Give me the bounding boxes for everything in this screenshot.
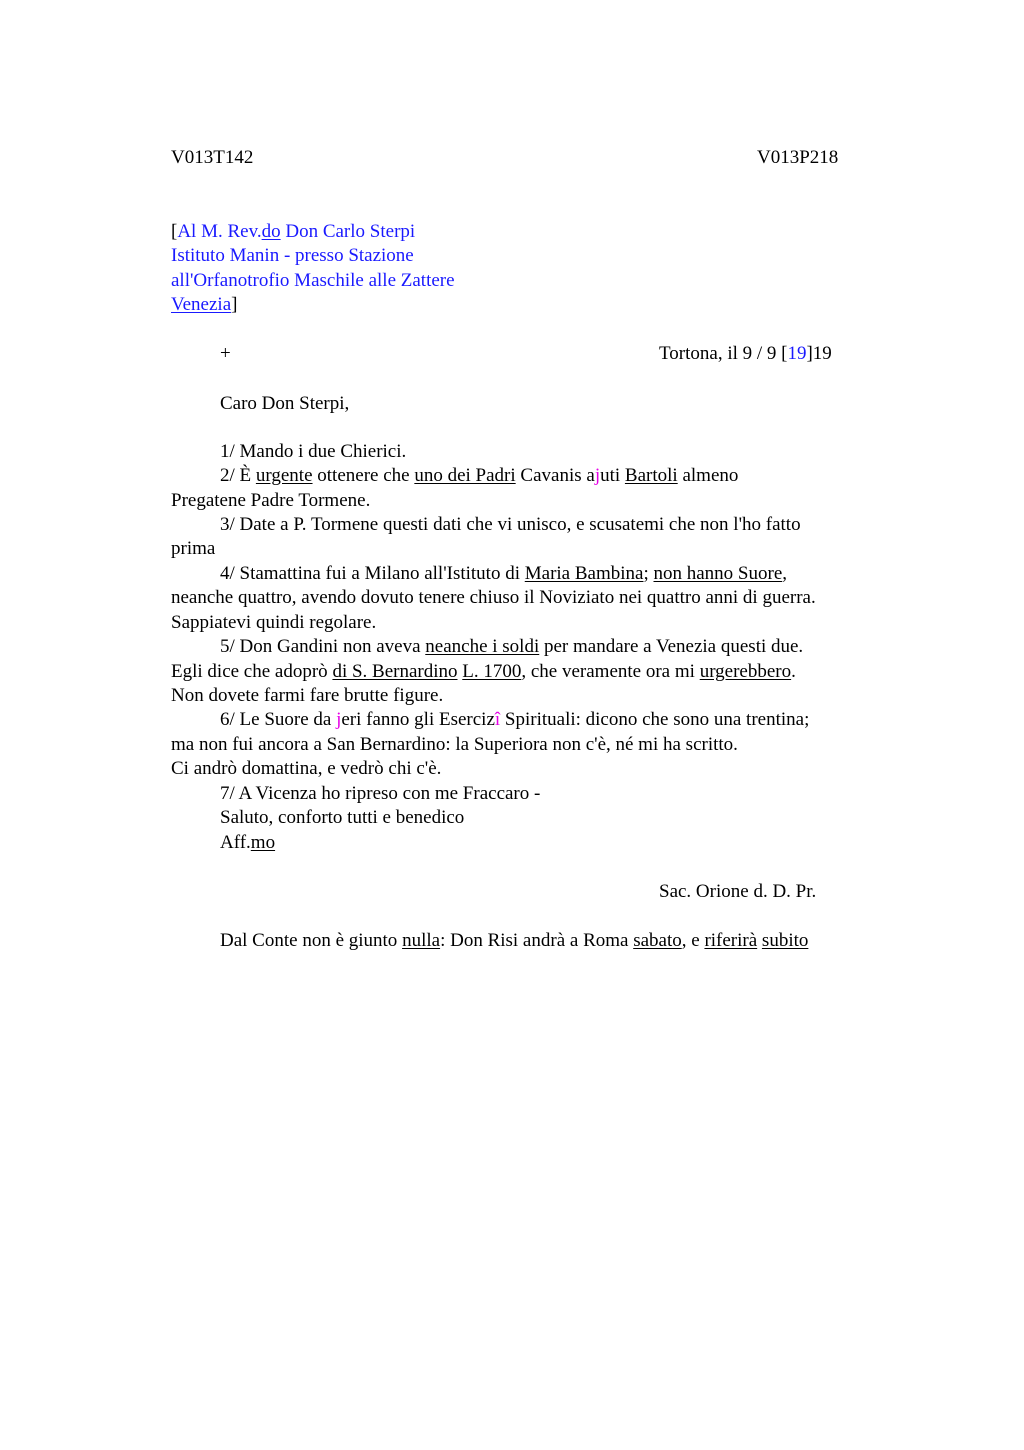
item-3-continuation: prima: [171, 538, 216, 559]
underlined-run: non hanno Suore: [653, 563, 783, 584]
text-run: per mandare a Venezia questi due.: [539, 636, 804, 657]
signature: Sac. Orione d. D. Pr.: [659, 881, 817, 902]
text-run: , che veramente ora mi: [521, 661, 700, 682]
address-line-4: [171, 293, 237, 317]
closing-line-1: Saluto, conforto tutti e benedico: [220, 807, 465, 828]
text-run: ,: [782, 563, 788, 584]
address-recipient-name: Don Carlo Sterpi: [280, 221, 416, 242]
text-run: : Don Risi andrà a Roma: [440, 930, 634, 951]
item-4: [220, 562, 787, 586]
item-6-continuation-1: ma non fui ancora a San Bernardino: la Superiora non c'è, né mi ha scritto.: [171, 734, 738, 755]
text-run: Egli dice che adoprò: [171, 661, 333, 682]
address-close-bracket: ]: [231, 294, 238, 315]
text-run: , e: [681, 930, 705, 951]
text-run: ;: [643, 563, 654, 584]
address-line-1: [171, 220, 415, 244]
place-date: [659, 342, 832, 366]
text-run: eri fanno gli: [341, 709, 439, 730]
underlined-run: mo: [250, 832, 276, 853]
text-run: Cavanis a: [515, 465, 595, 486]
underlined-run: L. 1700: [462, 661, 522, 682]
document-code-left: V013T142: [171, 147, 254, 168]
address-line-3: all'Orfanotrofio Maschile alle Zattere: [171, 270, 455, 291]
item-4-continuation-2: Sappiatevi quindi regolare.: [171, 612, 377, 633]
salutation: Caro Don Sterpi,: [220, 393, 350, 414]
item-5: [220, 635, 803, 659]
text-run: .: [791, 661, 796, 682]
underlined-run: di S. Bernardino: [332, 661, 458, 682]
item-2-continuation: Pregatene Padre Tormene.: [171, 490, 371, 511]
postscript: [220, 929, 808, 953]
text-run: uti: [600, 465, 625, 486]
text-run: 2/ È: [220, 465, 256, 486]
item-3: 3/ Date a P. Tormene questi dati che vi unisco, e scusatemi che non l'ho fatto: [220, 514, 801, 535]
place-date-prefix: Tortona, il 9 / 9 [: [659, 343, 788, 364]
text-run: 4/ Stamattina fui a Milano all'Istituto di: [220, 563, 525, 584]
corrected-letter: j: [336, 709, 342, 730]
underlined-run: urgente: [255, 465, 313, 486]
place-date-suffix: ]19: [806, 343, 832, 364]
underlined-run: urgerebbero: [699, 661, 792, 682]
text-run: 5/ Don Gandini non aveva: [220, 636, 426, 657]
underlined-run: subito: [761, 930, 809, 951]
address-city: Venezia: [171, 294, 232, 315]
item-6-continuation-2: Ci andrò domattina, e vedrò chi c'è.: [171, 758, 442, 779]
cross-symbol: +: [220, 343, 231, 364]
closing-line-2: [220, 831, 275, 855]
address-superscript-do: do: [261, 221, 281, 242]
item-1: 1/ Mando i due Chierici.: [220, 441, 407, 462]
text-run: 6/ Le Suore da: [220, 709, 337, 730]
text-run: almeno: [677, 465, 739, 486]
item-6: [220, 708, 809, 732]
text-run: Dal Conte non è giunto: [220, 930, 403, 951]
underlined-run: Bartoli: [624, 465, 678, 486]
text-run: Aff.: [220, 832, 251, 853]
year-insertion: 19: [787, 343, 807, 364]
address-recipient-title: Al M. Rev.: [177, 221, 262, 242]
underlined-run: sabato: [633, 930, 682, 951]
address-line-2: Istituto Manin - presso Stazione: [171, 245, 414, 266]
underlined-run: Maria Bambina: [524, 563, 644, 584]
item-5-continuation-1: [171, 660, 796, 684]
underlined-run: uno dei Padri: [414, 465, 516, 486]
text-run: ottenere che: [312, 465, 415, 486]
underlined-run: riferirà: [704, 930, 758, 951]
underlined-run: neanche i soldi: [425, 636, 540, 657]
item-2: [220, 464, 738, 488]
text-run: Eserciz: [438, 709, 495, 730]
item-7: 7/ A Vicenza ho ripreso con me Fraccaro -: [220, 783, 541, 804]
item-5-continuation-2: Non dovete farmi fare brutte figure.: [171, 685, 444, 706]
item-4-continuation-1: neanche quattro, avendo dovuto tenere chiuso il Noviziato nei quattro anni di guerra.: [171, 587, 816, 608]
corrected-letter: j: [594, 465, 601, 486]
underlined-run: nulla: [402, 930, 441, 951]
text-run: Spirituali: dicono che sono una trentina;: [500, 709, 810, 730]
address-open-bracket: [: [171, 221, 178, 242]
document-code-right: V013P218: [757, 147, 839, 168]
corrected-letter: î: [494, 709, 501, 730]
